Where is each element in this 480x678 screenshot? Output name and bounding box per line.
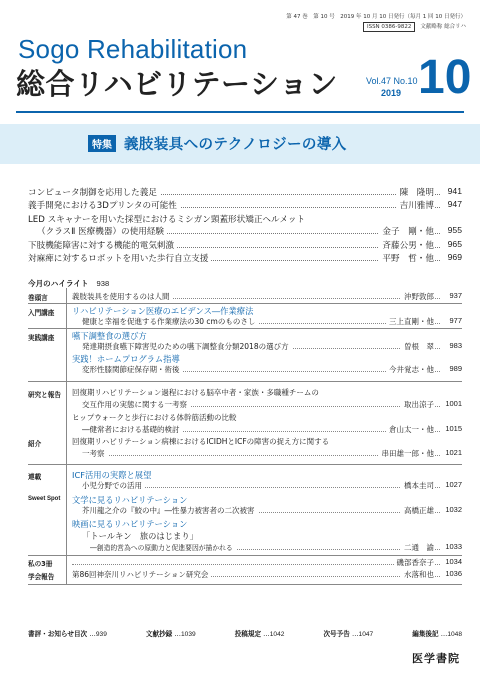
article-page: 941 (440, 186, 462, 196)
row-rule (28, 584, 462, 585)
row-page: 937 (440, 291, 462, 300)
row-title: 回復期リハビリテーション病棟におけるICIDHとICFの障害の捉え方に関する (72, 436, 332, 447)
issue-date-line: 第 47 巻 第 10 号 2019 年 10 月 10 日発行（毎月 1 回 10 日発行） (286, 14, 466, 20)
article-page: 965 (440, 239, 462, 249)
row-author: 水落和也 (401, 569, 434, 580)
row-title: ―創造的営為への原動力と促進要因が描かれる (72, 542, 236, 552)
article-page: 955 (440, 225, 462, 235)
row-page: 1015 (440, 424, 462, 433)
article-page: 969 (440, 252, 462, 262)
toc-row[interactable] (72, 448, 462, 459)
row-author: 三上直剛・他 (386, 316, 434, 327)
row-page: 1021 (440, 448, 462, 457)
row-author: 曽根 翠 (401, 341, 434, 352)
row-title: 義肢装具を使用するのは人間 (72, 291, 173, 302)
row-title: 健康と幸福を促進する作業療法の30 cmのものさし (72, 316, 258, 327)
row-page: 1027 (440, 480, 462, 489)
issn-note: 文献略称 総合リハ (420, 23, 466, 30)
row-title: 映画に見るリハビリテーション (72, 518, 190, 530)
footer-label: 投稿規定 (234, 630, 262, 638)
section-label: Sweet Spot (28, 496, 61, 502)
toc-row[interactable] (72, 424, 462, 435)
footer-item[interactable]: 文献抄録 …1039 (145, 630, 196, 638)
article-title: （クラスⅡ 医療機器）の使用経験 (28, 225, 167, 237)
highlight-page: 938 (96, 279, 110, 288)
article-title: 下肢機能障害に対する機能的電気刺激 (28, 239, 177, 251)
row-rule (28, 303, 462, 304)
row-title: 発達期摂食嚥下障害児のための嚥下調整食分類2018の選び方 (72, 341, 292, 352)
article-title: 義手開発における3Dプリンタの可能性 (28, 199, 180, 211)
toc-row-line1[interactable] (72, 412, 462, 423)
feature-title: 義肢装具へのテクノロジーの導入 (124, 137, 347, 153)
row-author: 倉山太一・他 (386, 424, 434, 435)
feature-article[interactable] (28, 186, 462, 198)
row-page: 983 (440, 341, 462, 350)
article-author: 陳 隆明 (397, 186, 434, 198)
section-divider (66, 288, 67, 584)
row-page: 1001 (440, 399, 462, 408)
row-author: 取出涼子 (401, 399, 434, 410)
issn: ISSN 0386-9822 (363, 22, 415, 32)
row-title: 交互作用の実態に関する一考察 (72, 399, 190, 410)
row-author: 高橋正雄 (401, 505, 434, 516)
footer-item[interactable]: 書評・お知らせ目次 …939 (28, 630, 107, 638)
publication-info (286, 13, 466, 32)
toc-row-heading[interactable] (72, 518, 462, 529)
toc-row-heading[interactable] (72, 469, 462, 480)
feature-article-line2[interactable] (28, 225, 462, 237)
toc-row[interactable] (72, 316, 462, 327)
section-label: 紹介 (28, 440, 42, 448)
section-label: 私の3冊 (28, 560, 53, 568)
feature-heading (88, 133, 347, 154)
footer-item[interactable]: 投稿規定 …1042 (234, 630, 285, 638)
row-title: ICF活用の実際と展望 (72, 469, 154, 481)
toc-row[interactable] (72, 505, 462, 516)
footer-label: 編集後記 (412, 630, 439, 638)
journal-title-en: Sogo Rehabilitation (18, 34, 248, 64)
row-rule (28, 555, 462, 556)
row-page: 1036 (440, 569, 462, 578)
row-title: 第86回神奈川リハビリテーション研究会 (72, 569, 211, 580)
toc-row-heading[interactable] (72, 305, 462, 316)
row-page: 977 (440, 316, 462, 325)
footer-item[interactable]: 編集後記 …1048 (412, 630, 462, 638)
footer-page: 1048 (447, 631, 462, 638)
row-author: 磯部香奈子 (394, 557, 435, 568)
article-page: 947 (440, 199, 462, 209)
feature-article[interactable] (28, 239, 462, 251)
issue-number-large: 10 (418, 51, 472, 104)
feature-article[interactable] (28, 199, 462, 211)
toc-row-line1[interactable] (72, 387, 462, 398)
section-label: 連載 (28, 473, 42, 481)
row-rule (28, 464, 462, 465)
article-title: コンピュータ制御を応用した義足 (28, 186, 160, 198)
row-title: 実践！ホームプログラム指導 (72, 353, 183, 365)
row-page: 1032 (440, 505, 462, 514)
toc-row-heading[interactable] (72, 330, 462, 341)
footer-index (28, 628, 462, 638)
footer-page: 1047 (358, 631, 374, 638)
article-author: 金子 剛・他 (379, 225, 434, 237)
row-title: 嚥下調整食の選び方 (72, 330, 150, 342)
row-title: 文学に見るリハビリテーション (72, 494, 190, 506)
toc-row-line1[interactable] (72, 436, 462, 447)
toc-row-heading[interactable] (72, 353, 462, 364)
section-label: 実践講座 (28, 334, 55, 342)
feature-article-line1[interactable] (28, 213, 462, 225)
section-label: 研究と報告 (28, 391, 61, 399)
row-title: ―健常者における基礎的検討 (72, 424, 183, 435)
issue-no: No.10 (393, 76, 418, 86)
article-author: 平野 哲・他 (379, 252, 434, 264)
footer-label: 文献抄録 (145, 630, 173, 638)
section-label: 入門講座 (28, 309, 55, 317)
toc-row[interactable] (72, 557, 462, 568)
row-author: 今井覚志・他 (386, 364, 434, 375)
footer-page: 1042 (269, 631, 285, 638)
feature-article[interactable] (28, 252, 462, 264)
toc-row[interactable] (72, 480, 462, 491)
section-label: 学会報告 (28, 573, 55, 581)
toc-row[interactable] (72, 569, 462, 580)
row-author: 沖野敦郎 (401, 291, 434, 302)
year: 2019 (381, 88, 402, 98)
row-title: 芥川龍之介の『鮫の中』―性暴力被害者の二次被害 (72, 505, 258, 516)
row-page: 1033 (440, 542, 462, 551)
journal-title-jp: 総合リハビリテーション (16, 67, 338, 101)
feature-tag: 特集 (88, 135, 116, 152)
row-title: 「トールキン 旅のはじまり」 (72, 530, 201, 542)
article-title: 対麻痺に対するロボットを用いた歩行自立支援 (28, 252, 211, 264)
toc-row[interactable] (72, 291, 462, 302)
toc-row[interactable] (72, 364, 462, 375)
article-author: 斉藤公男・他 (379, 239, 434, 251)
row-title: 一考察 (72, 448, 108, 459)
toc-row[interactable] (72, 399, 462, 410)
toc-row[interactable] (72, 542, 462, 553)
row-title: 小児分野での活用 (72, 480, 145, 491)
row-author: 二通 諭 (401, 542, 434, 553)
footer-item[interactable]: 次号予告 …1047 (323, 630, 374, 638)
row-page: 1034 (440, 557, 462, 566)
row-title: 変形性膝関節症保存期・術後 (72, 364, 183, 375)
footer-label: 次号予告 (323, 630, 350, 638)
row-title: リハビリテーション医療のエビデンス―作業療法 (72, 305, 256, 317)
footer-page: 939 (95, 631, 107, 638)
toc-row[interactable] (72, 341, 462, 352)
article-author: 吉川雅博 (397, 199, 434, 211)
footer-page: 1039 (180, 631, 196, 638)
volume: Vol.47 (366, 76, 392, 86)
row-rule (28, 328, 462, 329)
row-rule (28, 381, 462, 382)
article-title: LED スキャナーを用いた採型におけるミシガン頸蓋形状矯正ヘルメット (28, 213, 308, 225)
row-title: 回復期リハビリテーション過程における脳卒中者・家族・多職種チームの (72, 387, 322, 398)
toc-row-heading[interactable] (72, 494, 462, 505)
header-rule (16, 111, 464, 113)
row-page: 989 (440, 364, 462, 373)
monthly-highlight[interactable] (28, 278, 109, 289)
row-title: ヒップウォークと歩行における体幹筋活動の比較 (72, 412, 239, 423)
highlight-label: 今月のハイライト (28, 279, 89, 288)
row-author: 橋本圭司 (401, 480, 434, 491)
footer-label: 書評・お知らせ目次 (28, 630, 88, 638)
publisher-logo: 医学書院 (412, 652, 460, 665)
volume-number (366, 76, 418, 86)
section-label: 巻頭言 (28, 294, 48, 302)
row-author: 串田雄一郎・他 (379, 448, 435, 459)
toc-row-line1[interactable] (72, 530, 462, 541)
